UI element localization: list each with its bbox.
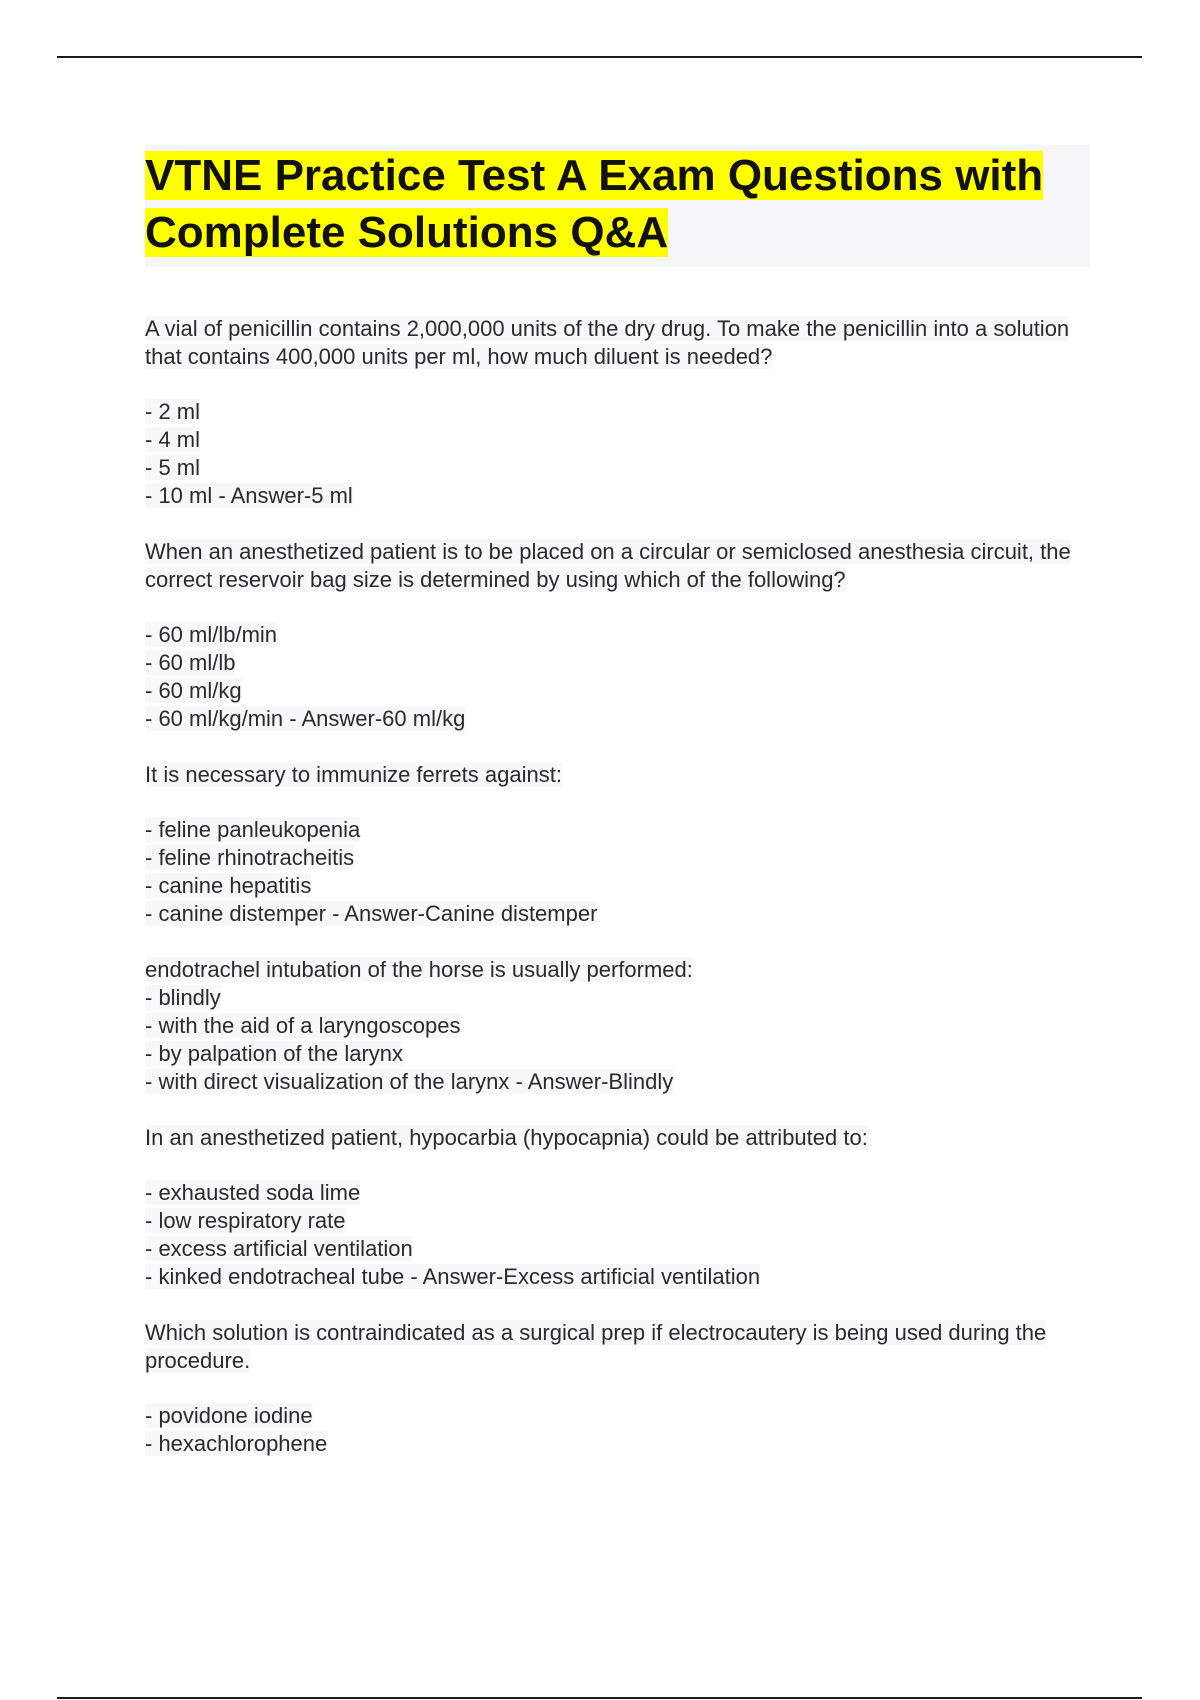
option-text: - 5 ml: [145, 455, 200, 480]
option-item: [145, 482, 1090, 510]
option-text: - 60 ml/lb/min: [145, 622, 278, 647]
title-block: [145, 145, 1090, 267]
option-list: [145, 1402, 1090, 1458]
document-title-text: VTNE Practice Test A Exam Questions with Complete Solutions Q&A: [145, 151, 1044, 257]
option-item: [145, 900, 1090, 928]
option-item: [145, 816, 1090, 844]
question-text: Which solution is contraindicated as a surgical prep if electrocautery is being used during the procedure.: [145, 1320, 1047, 1373]
option-text: - 2 ml: [145, 399, 200, 424]
option-text: - canine hepatitis: [145, 873, 312, 898]
option-text: - 60 ml/kg: [145, 678, 242, 703]
option-item: [145, 984, 1090, 1012]
option-text: - canine distemper - Answer-Canine distemper: [145, 901, 598, 926]
option-item: [145, 1068, 1090, 1096]
question-block: [145, 538, 1090, 733]
question-block: [145, 315, 1090, 510]
question-text: When an anesthetized patient is to be placed on a circular or semiclosed anesthesia circuit, the correct reservoir bag size is determined by using which of the following?: [145, 539, 1071, 592]
option-item: [145, 872, 1090, 900]
option-text: - blindly: [145, 985, 221, 1010]
option-text: - hexachlorophene: [145, 1431, 328, 1456]
question-text: In an anesthetized patient, hypocarbia (hypocapnia) could be attributed to:: [145, 1125, 868, 1150]
option-text: - low respiratory rate: [145, 1208, 346, 1233]
question-block: [145, 1124, 1090, 1291]
option-text: - by palpation of the larynx: [145, 1041, 404, 1066]
option-list: [145, 398, 1090, 510]
question-text: A vial of penicillin contains 2,000,000 units of the dry drug. To make the penicillin into a solution that contains 400,000 units per ml, how much diluent is needed?: [145, 316, 1070, 369]
option-item: [145, 1179, 1090, 1207]
option-item: [145, 1402, 1090, 1430]
option-list: [145, 816, 1090, 928]
option-item: [145, 677, 1090, 705]
option-text: - 60 ml/kg/min - Answer-60 ml/kg: [145, 706, 466, 731]
option-item: [145, 1012, 1090, 1040]
option-item: [145, 649, 1090, 677]
option-text: - feline panleukopenia: [145, 817, 361, 842]
option-item: [145, 454, 1090, 482]
option-item: [145, 1263, 1090, 1291]
option-text: - 4 ml: [145, 427, 200, 452]
top-rule: [57, 56, 1142, 58]
option-item: [145, 844, 1090, 872]
option-item: [145, 705, 1090, 733]
option-text: - with the aid of a laryngoscopes: [145, 1013, 461, 1038]
option-text: - excess artificial ventilation: [145, 1236, 413, 1261]
option-item: [145, 1430, 1090, 1458]
question-block: [145, 1319, 1090, 1458]
option-item: [145, 1235, 1090, 1263]
option-list: [145, 984, 1090, 1096]
option-text: - povidone iodine: [145, 1403, 313, 1428]
option-text: - feline rhinotracheitis: [145, 845, 355, 870]
option-text: - 60 ml/lb: [145, 650, 236, 675]
document-body: [145, 145, 1090, 1486]
option-item: [145, 398, 1090, 426]
option-text: - kinked endotracheal tube - Answer-Excess artificial ventilation: [145, 1264, 761, 1289]
option-item: [145, 426, 1090, 454]
question-block: [145, 761, 1090, 928]
question-text: It is necessary to immunize ferrets against:: [145, 762, 562, 787]
option-list: [145, 1179, 1090, 1291]
option-list: [145, 621, 1090, 733]
bottom-rule: [57, 1697, 1142, 1699]
option-item: [145, 1040, 1090, 1068]
document-title: [145, 147, 1090, 261]
question-block: [145, 956, 1090, 1096]
option-text: - with direct visualization of the larynx - Answer-Blindly: [145, 1069, 674, 1094]
option-item: [145, 621, 1090, 649]
option-item: [145, 1207, 1090, 1235]
question-text: endotrachel intubation of the horse is usually performed:: [145, 957, 693, 982]
option-text: - 10 ml - Answer-5 ml: [145, 483, 353, 508]
option-text: - exhausted soda lime: [145, 1180, 361, 1205]
